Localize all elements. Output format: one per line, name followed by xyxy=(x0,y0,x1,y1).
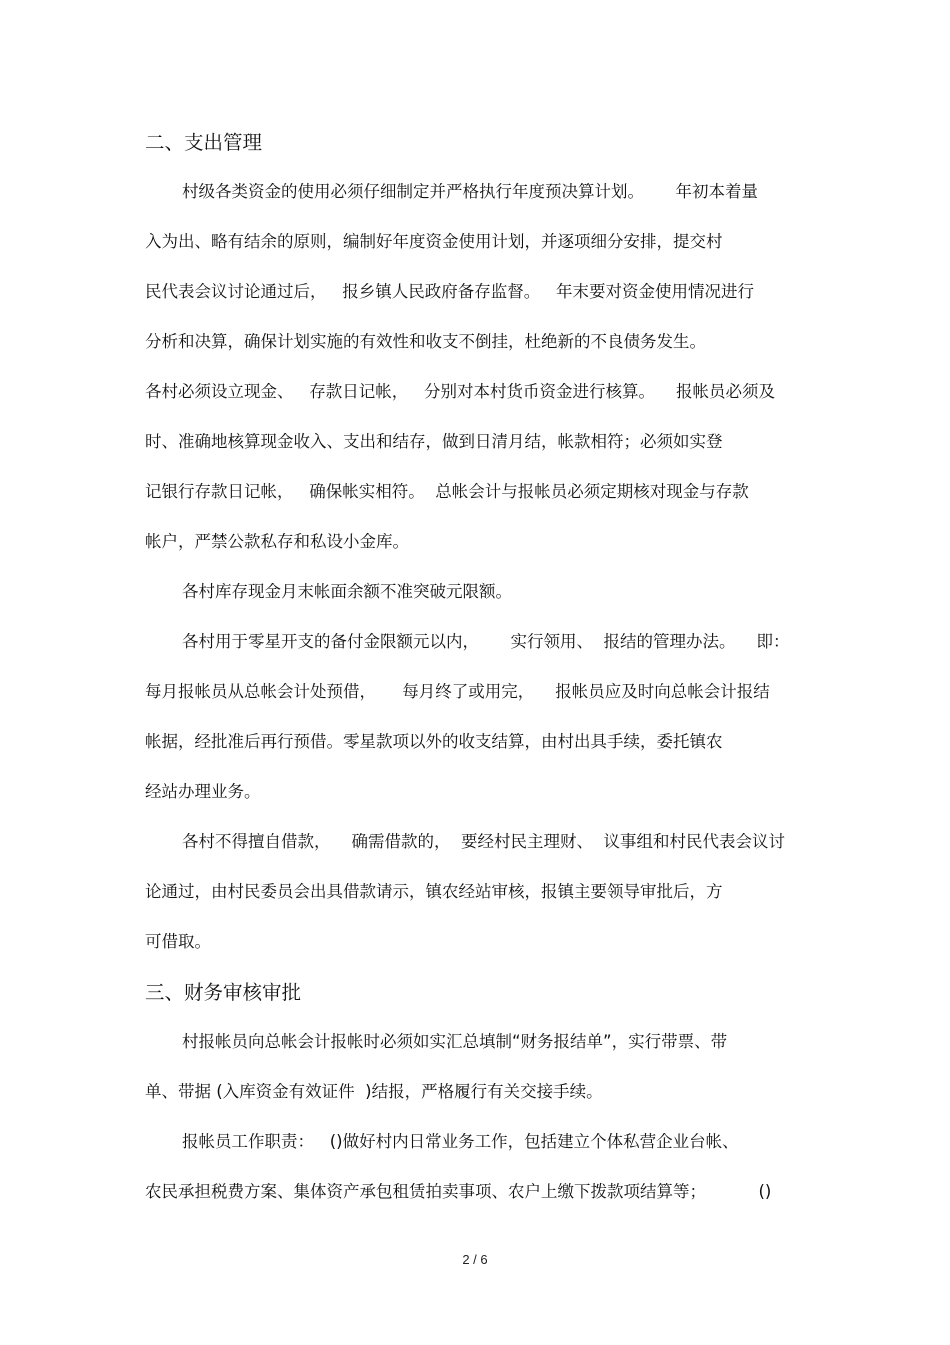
paragraph-line: 经站办理业务。 xyxy=(145,782,261,801)
paragraph-line: 各村用于零星开支的备付金限额元以内， 实行领用、 报结的管理办法。 即： xyxy=(182,632,790,651)
paragraph-line: 报帐员工作职责： ()做好村内日常业务工作，包括建立个体私营企业台帐、 xyxy=(182,1132,739,1151)
paragraph-line: 单、带据 (入库资金有效证件 )结报，严格履行有关交接手续。 xyxy=(145,1082,603,1101)
paragraph-line: 民代表会议讨论通过后， 报乡镇人民政府备存监督。 年末要对资金使用情况进行 xyxy=(145,282,754,301)
paragraph-line: 可借取。 xyxy=(145,932,211,951)
paragraph-line: 每月报帐员从总帐会计处预借， 每月终了或用完， 报帐员应及时向总帐会计报结 xyxy=(145,682,770,701)
paragraph-line: 村报帐员向总帐会计报帐时必须如实汇总填制“财务报结单”，实行带票、带 xyxy=(182,1032,728,1051)
paragraph-line: 帐户，严禁公款私存和私设小金库。 xyxy=(145,532,409,551)
paragraph-line: 各村库存现金月末帐面余额不准突破元限额。 xyxy=(182,582,512,601)
paragraph-line: 各村不得擅自借款， 确需借款的， 要经村民主理财、 议事组和村民代表会议讨 xyxy=(182,832,785,851)
paragraph-line: 各村必须设立现金、 存款日记帐， 分别对本村货币资金进行核算。 报帐员必须及 xyxy=(145,382,775,401)
paragraph-line: 入为出、略有结余的原则，编制好年度资金使用计划，并逐项细分安排，提交村 xyxy=(145,232,723,251)
page-number: 2 / 6 xyxy=(462,1252,488,1267)
paragraph-line: 时、准确地核算现金收入、支出和结存，做到日清月结，帐款相符；必须如实登 xyxy=(145,432,723,451)
section-heading-expenditure: 二、支出管理 xyxy=(145,131,263,154)
section-heading-audit-approval: 三、财务审核审批 xyxy=(145,981,302,1004)
paragraph-line: 分析和决算，确保计划实施的有效性和收支不倒挂，杜绝新的不良债务发生。 xyxy=(145,332,706,351)
paragraph-line: 村级各类资金的使用必须仔细制定并严格执行年度预决算计划。 年初本着量 xyxy=(182,182,758,201)
paragraph-line: 论通过，由村民委员会出具借款请示，镇农经站审核，报镇主要领导审批后，方 xyxy=(145,882,723,901)
paragraph-line: 农民承担税费方案、集体资产承包租赁拍卖事项、农户上缴下拨款项结算等； () xyxy=(145,1182,772,1201)
paragraph-line: 帐据，经批准后再行预借。零星款项以外的收支结算，由村出具手续，委托镇农 xyxy=(145,732,723,751)
paragraph-line: 记银行存款日记帐， 确保帐实相符。 总帐会计与报帐员必须定期核对现金与存款 xyxy=(145,482,749,501)
